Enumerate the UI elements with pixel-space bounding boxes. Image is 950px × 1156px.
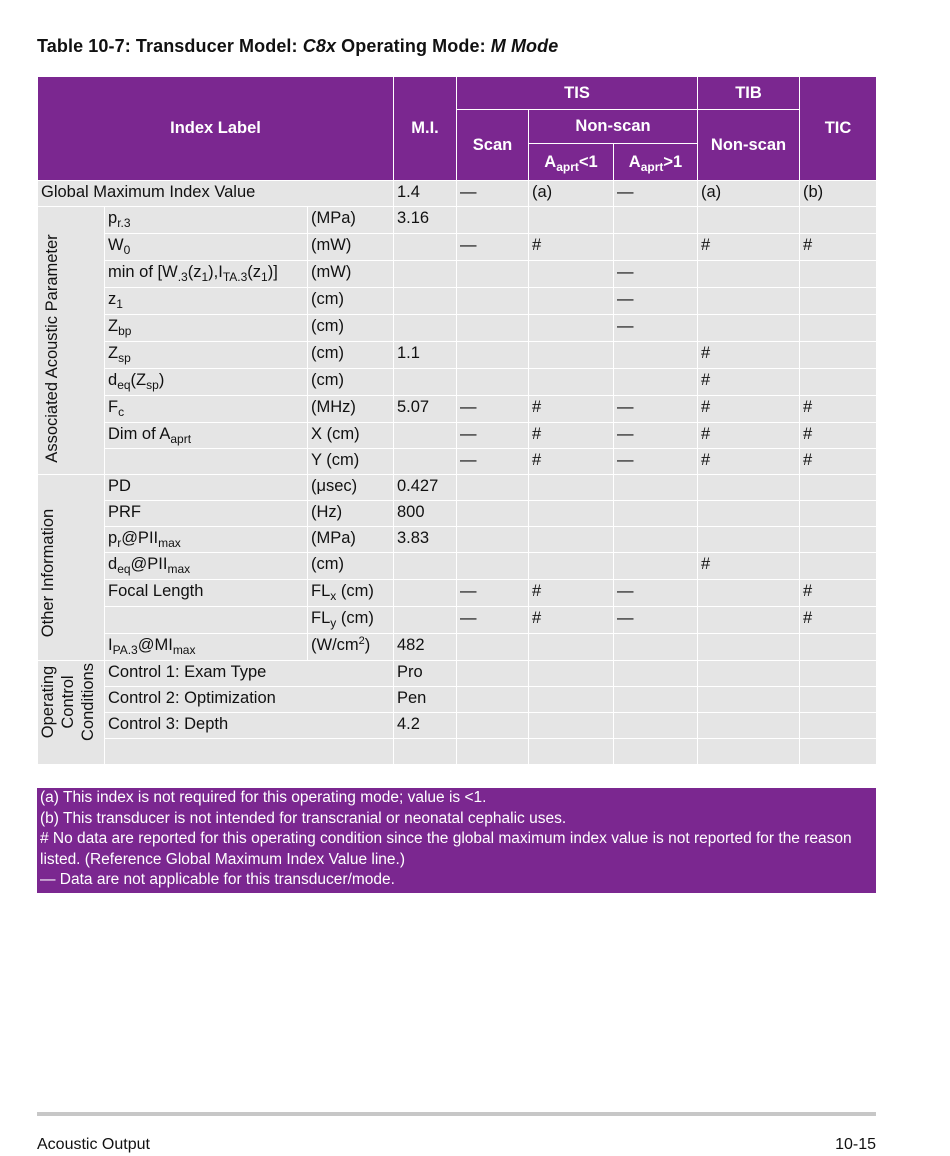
value-cell <box>394 369 457 396</box>
value-cell <box>529 288 614 315</box>
group-label <box>38 475 105 661</box>
value-cell <box>698 207 800 234</box>
cell: 1.4 <box>394 181 457 207</box>
value-cell <box>457 288 529 315</box>
unit-label: (MPa) <box>308 527 394 553</box>
param-subscript: r <box>117 536 122 550</box>
value-cell <box>394 423 457 449</box>
param-text: PD <box>108 477 131 495</box>
param-subscript: 1 <box>261 270 268 284</box>
table-row <box>38 713 877 739</box>
value-cell: 3.83 <box>394 527 457 553</box>
param-text: p <box>108 529 118 547</box>
param-subscript: max <box>158 536 181 550</box>
value-cell <box>614 501 698 527</box>
value-cell <box>529 207 614 234</box>
value-cell <box>614 234 698 261</box>
table-row <box>38 288 877 315</box>
param-text: min of [W <box>108 263 178 281</box>
group-label <box>38 207 105 475</box>
param-subscript: r.3 <box>117 216 131 230</box>
value-cell <box>529 261 614 288</box>
tib-non-scan-header: Non-scan <box>698 110 800 181</box>
value-cell <box>800 713 877 739</box>
param-label <box>105 288 308 315</box>
value-cell <box>529 369 614 396</box>
value-cell: # <box>698 369 800 396</box>
value-cell <box>698 687 800 713</box>
value-cell <box>529 553 614 580</box>
param-text: Z <box>108 317 119 335</box>
note-hash: # No data are reported for this operating condition since the global maximum index value is not reported for the reason listed. (Reference Global Maximum Index Value line.) <box>40 830 852 868</box>
value-cell <box>394 553 457 580</box>
value-cell: # <box>698 396 800 423</box>
group-label-text: Other Information <box>39 508 57 638</box>
unit-text: (cm) <box>336 609 374 627</box>
param-label <box>105 234 308 261</box>
param-subscript: max <box>167 562 191 576</box>
empty-cell <box>394 739 457 765</box>
unit-label: (cm) <box>308 553 394 580</box>
value-cell: # <box>698 449 800 475</box>
unit-label: (MPa) <box>308 207 394 234</box>
tib-header: TIB <box>698 77 800 110</box>
table-row <box>38 261 877 288</box>
value-cell: # <box>529 580 614 607</box>
non-scan-header: Non-scan <box>529 110 698 144</box>
group-label <box>38 661 105 765</box>
value-cell: # <box>529 396 614 423</box>
control-label: Control 1: Exam Type <box>105 661 394 687</box>
value-cell: 482 <box>394 634 457 661</box>
table-row <box>38 475 877 501</box>
cell: (a) <box>529 181 614 207</box>
table-row <box>38 449 877 475</box>
unit-label: (cm) <box>308 342 394 369</box>
value-cell <box>614 661 698 687</box>
param-label <box>105 207 308 234</box>
value-cell <box>457 661 529 687</box>
unit-subscript: y <box>330 616 337 630</box>
param-text: d <box>108 555 118 573</box>
value-cell <box>457 501 529 527</box>
param-subscript: sp <box>118 351 131 365</box>
param-text: PRF <box>108 503 141 521</box>
param-label <box>105 501 308 527</box>
tic-header: TIC <box>800 77 877 181</box>
table-row <box>38 607 877 634</box>
value-cell <box>529 713 614 739</box>
tis-header: TIS <box>457 77 698 110</box>
value-cell <box>614 207 698 234</box>
value-cell: # <box>698 423 800 449</box>
unit-label: (cm) <box>308 288 394 315</box>
param-text: ),I <box>208 263 223 281</box>
cell: (a) <box>698 181 800 207</box>
unit-label <box>308 634 394 661</box>
unit-label: (MHz) <box>308 396 394 423</box>
value-cell: — <box>457 449 529 475</box>
value-cell: 5.07 <box>394 396 457 423</box>
empty-cell <box>529 739 614 765</box>
value-cell: Pen <box>394 687 457 713</box>
value-cell <box>614 634 698 661</box>
cell: — <box>457 181 529 207</box>
value-cell <box>457 527 529 553</box>
value-cell <box>698 527 800 553</box>
value-cell <box>800 342 877 369</box>
empty-cell <box>457 739 529 765</box>
table-row <box>38 527 877 553</box>
param-label <box>105 527 308 553</box>
value-cell <box>529 661 614 687</box>
value-cell: — <box>614 449 698 475</box>
empty-cell <box>800 739 877 765</box>
value-cell <box>529 687 614 713</box>
value-cell <box>394 288 457 315</box>
param-text: (z <box>187 263 202 281</box>
table-row <box>38 634 877 661</box>
param-label <box>105 315 308 342</box>
value-cell: # <box>800 607 877 634</box>
value-cell: # <box>800 580 877 607</box>
param-text: Z <box>108 344 119 362</box>
value-cell <box>457 687 529 713</box>
value-cell <box>529 634 614 661</box>
value-cell: — <box>457 423 529 449</box>
param-text: p <box>108 209 118 227</box>
param-text: F <box>108 398 119 416</box>
param-text: @MI <box>137 636 173 654</box>
value-cell <box>394 607 457 634</box>
mi-header: M.I. <box>394 77 457 181</box>
param-label <box>105 634 308 661</box>
cell: (b) <box>800 181 877 207</box>
param-text: )] <box>267 263 278 281</box>
value-cell <box>529 527 614 553</box>
value-cell: 3.16 <box>394 207 457 234</box>
value-cell: Pro <box>394 661 457 687</box>
table-row <box>38 423 877 449</box>
value-cell <box>800 527 877 553</box>
value-cell <box>800 315 877 342</box>
value-cell <box>614 342 698 369</box>
value-cell <box>698 634 800 661</box>
param-subscript: .3 <box>177 270 188 284</box>
value-cell <box>394 449 457 475</box>
value-cell: — <box>457 607 529 634</box>
value-cell: # <box>529 234 614 261</box>
value-cell <box>529 315 614 342</box>
table-row <box>38 342 877 369</box>
aprt-gt-header: $A_{aprt}>1$ <box>614 144 698 181</box>
param-text: Focal Length <box>108 582 204 600</box>
value-cell: — <box>614 315 698 342</box>
value-cell <box>457 475 529 501</box>
param-subscript: 1 <box>116 297 123 311</box>
table-row <box>38 315 877 342</box>
value-cell <box>800 369 877 396</box>
value-cell: 1.1 <box>394 342 457 369</box>
value-cell <box>614 687 698 713</box>
value-cell: 4.2 <box>394 713 457 739</box>
global-label: Global Maximum Index Value <box>38 181 394 207</box>
unit-label: (μsec) <box>308 475 394 501</box>
value-cell <box>800 475 877 501</box>
value-cell <box>698 580 800 607</box>
param-subscript: sp <box>146 378 159 392</box>
param-label <box>105 369 308 396</box>
value-cell <box>800 634 877 661</box>
value-cell <box>394 580 457 607</box>
footer-divider <box>37 1112 876 1116</box>
value-cell: — <box>457 396 529 423</box>
empty-cell <box>105 739 394 765</box>
table-row <box>38 687 877 713</box>
value-cell <box>457 315 529 342</box>
value-cell: # <box>698 342 800 369</box>
param-text: d <box>108 371 118 389</box>
footer-section: Acoustic Output <box>37 1136 150 1153</box>
table-row <box>38 207 877 234</box>
param-subscript: PA.3 <box>112 643 138 657</box>
table-row <box>38 501 877 527</box>
param-label <box>105 342 308 369</box>
value-cell <box>457 369 529 396</box>
control-label: Control 3: Depth <box>105 713 394 739</box>
table-notes <box>37 788 876 893</box>
value-cell <box>698 288 800 315</box>
value-cell <box>800 661 877 687</box>
value-cell: # <box>698 234 800 261</box>
table-row <box>38 580 877 607</box>
note-dash: — Data are not applicable for this transducer/mode. <box>40 871 395 888</box>
unit-label: Y (cm) <box>308 449 394 475</box>
acoustic-output-table <box>37 76 877 765</box>
value-cell: — <box>614 288 698 315</box>
empty-cell <box>614 739 698 765</box>
param-label <box>105 607 308 634</box>
aprt-lt-header: $A_{aprt}<1$ <box>529 144 614 181</box>
param-text: @PII <box>130 555 168 573</box>
value-cell <box>698 661 800 687</box>
value-cell <box>457 342 529 369</box>
value-cell <box>394 261 457 288</box>
note-b: (b) This transducer is not intended for transcranial or neonatal cephalic uses. <box>40 809 567 827</box>
group-label-text: Operating Control Conditions <box>39 663 97 741</box>
value-cell: # <box>800 234 877 261</box>
param-label <box>105 261 308 288</box>
value-cell: — <box>614 423 698 449</box>
param-text: W <box>108 236 124 254</box>
unit-label <box>308 580 394 607</box>
unit-label: (cm) <box>308 369 394 396</box>
value-cell: # <box>800 423 877 449</box>
table-title: Table 10-7: Transducer Model: C8x Operating Mode: M Mode <box>37 36 559 56</box>
value-cell: # <box>800 396 877 423</box>
param-subscript: aprt <box>170 432 192 446</box>
value-cell <box>614 369 698 396</box>
value-cell: # <box>698 553 800 580</box>
page-number: 10-15 <box>835 1136 876 1153</box>
param-text: (Z <box>130 371 147 389</box>
value-cell: # <box>529 449 614 475</box>
value-cell <box>457 261 529 288</box>
unit-label: (mW) <box>308 234 394 261</box>
scan-header: Scan <box>457 110 529 181</box>
param-subscript: eq <box>117 562 131 576</box>
param-label <box>105 449 308 475</box>
param-text: (z <box>247 263 262 281</box>
value-cell <box>800 288 877 315</box>
unit-text: FL <box>311 609 331 627</box>
value-cell <box>394 315 457 342</box>
value-cell <box>457 713 529 739</box>
unit-text: (cm) <box>336 582 374 600</box>
group-label-text: Associated Acoustic Parameter <box>43 234 61 463</box>
table-row <box>38 553 877 580</box>
param-subscript: c <box>118 405 125 419</box>
value-cell <box>529 475 614 501</box>
value-cell: — <box>457 580 529 607</box>
value-cell <box>529 342 614 369</box>
table-row <box>38 396 877 423</box>
cell: — <box>614 181 698 207</box>
param-label <box>105 475 308 501</box>
table-row <box>38 369 877 396</box>
value-cell: # <box>800 449 877 475</box>
note-a: (a) This index is not required for this operating mode; value is <1. <box>40 789 487 806</box>
param-text: Dim of A <box>108 425 171 443</box>
empty-cell <box>698 739 800 765</box>
value-cell: # <box>529 423 614 449</box>
value-cell <box>698 501 800 527</box>
unit-label: (cm) <box>308 315 394 342</box>
param-subscript: eq <box>117 378 131 392</box>
unit-text: FL <box>311 582 331 600</box>
value-cell <box>614 713 698 739</box>
control-label: Control 2: Optimization <box>105 687 394 713</box>
value-cell <box>394 234 457 261</box>
value-cell <box>698 475 800 501</box>
value-cell <box>614 553 698 580</box>
param-text: z <box>108 290 117 308</box>
value-cell <box>800 207 877 234</box>
value-cell: 0.427 <box>394 475 457 501</box>
table-row <box>38 661 877 687</box>
value-cell: — <box>457 234 529 261</box>
param-label <box>105 580 308 607</box>
value-cell <box>529 501 614 527</box>
unit-text: ) <box>364 636 371 654</box>
value-cell: — <box>614 261 698 288</box>
value-cell: — <box>614 396 698 423</box>
value-cell <box>457 553 529 580</box>
param-subscript: bp <box>118 324 132 338</box>
value-cell <box>698 261 800 288</box>
unit-label: (Hz) <box>308 501 394 527</box>
table-row <box>38 234 877 261</box>
value-cell <box>698 607 800 634</box>
unit-superscript: 2 <box>358 635 365 647</box>
unit-subscript: x <box>330 589 337 603</box>
param-subscript: 1 <box>201 270 209 284</box>
param-text: @PII <box>121 529 159 547</box>
value-cell: — <box>614 607 698 634</box>
param-subscript: TA.3 <box>222 270 248 284</box>
table-row <box>38 739 877 765</box>
value-cell <box>698 315 800 342</box>
value-cell: — <box>614 580 698 607</box>
value-cell <box>457 634 529 661</box>
value-cell <box>614 475 698 501</box>
unit-label: (mW) <box>308 261 394 288</box>
param-label <box>105 423 308 449</box>
global-max-row <box>38 181 877 207</box>
unit-label: X (cm) <box>308 423 394 449</box>
value-cell: # <box>529 607 614 634</box>
value-cell <box>800 553 877 580</box>
param-subscript: 0 <box>123 243 131 257</box>
unit-text: (W/cm <box>311 636 359 654</box>
param-label <box>105 553 308 580</box>
value-cell <box>800 261 877 288</box>
param-label <box>105 396 308 423</box>
value-cell <box>698 713 800 739</box>
value-cell <box>800 501 877 527</box>
param-text: ) <box>158 371 165 389</box>
param-text: I <box>108 636 113 654</box>
unit-label <box>308 607 394 634</box>
value-cell <box>800 687 877 713</box>
value-cell <box>457 207 529 234</box>
param-subscript: max <box>172 643 196 657</box>
index-label-header: Index Label <box>38 77 394 181</box>
value-cell <box>614 527 698 553</box>
value-cell: 800 <box>394 501 457 527</box>
